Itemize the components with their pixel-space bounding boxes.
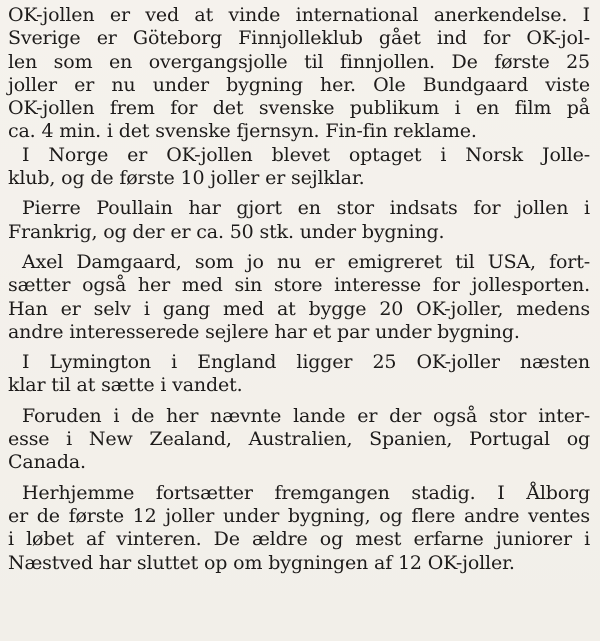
text-line: Sverige er Göteborg Finnjolleklub gået ind for OK-jol- bbox=[8, 27, 590, 50]
paragraph-gap bbox=[8, 398, 590, 405]
text-line: sætter også her med sin store interesse for jollesporten. bbox=[8, 274, 590, 297]
text-line: Axel Damgaard, som jo nu er emigreret til USA, fort- bbox=[22, 250, 590, 273]
text-line: ca. 4 min. i det svenske fjernsyn. Fin-fin reklame. bbox=[8, 120, 477, 143]
paragraph-gap bbox=[8, 475, 590, 482]
text-line: len som en overgangsjolle til finnjollen. De første 25 bbox=[8, 50, 590, 73]
paragraph bbox=[8, 405, 590, 475]
text-column bbox=[8, 4, 590, 575]
paragraph-gap bbox=[8, 244, 590, 251]
text-line: Pierre Poullain har gjort en stor indsats for jollen i bbox=[22, 197, 590, 220]
text-line: klub, og de første 10 joller er sejlklar. bbox=[8, 167, 365, 190]
paragraph bbox=[8, 144, 590, 191]
text-line: Næstved har sluttet op om bygningen af 12 OK-joller. bbox=[8, 551, 515, 574]
text-line: andre interesserede sejlere har et par under bygning. bbox=[8, 320, 520, 343]
text-line: Herhjemme fortsætter fremgangen stadig. I Ålborg bbox=[22, 481, 590, 504]
text-line: joller er nu under bygning her. Ole Bundgaard viste bbox=[8, 73, 590, 96]
text-line: Han er selv i gang med at bygge 20 OK-joller, medens bbox=[8, 297, 590, 320]
text-line: Frankrig, og der er ca. 50 stk. under bygning. bbox=[8, 220, 445, 243]
text-line: er de første 12 joller under bygning, og flere andre ventes bbox=[8, 504, 590, 527]
paragraph bbox=[8, 351, 590, 398]
text-line: i løbet af vinteren. De ældre og mest erfarne juniorer i bbox=[8, 528, 590, 551]
text-line: I Lymington i England ligger 25 OK-joller næsten bbox=[22, 351, 590, 374]
paragraph bbox=[8, 4, 590, 144]
text-line: Canada. bbox=[8, 451, 86, 474]
text-line: klar til at sætte i vandet. bbox=[8, 374, 243, 397]
text-line: Foruden i de her nævnte lande er der også stor inter- bbox=[22, 404, 590, 427]
paragraph-gap bbox=[8, 344, 590, 351]
paragraph-gap bbox=[8, 190, 590, 197]
text-line: OK-jollen er ved at vinde international anerkendelse. I bbox=[8, 4, 590, 26]
paragraph bbox=[8, 251, 590, 344]
paragraph bbox=[8, 482, 590, 575]
text-line: OK-jollen frem for det svenske publikum i en film på bbox=[8, 97, 590, 120]
text-line: I Norge er OK-jollen blevet optaget i Norsk Jolle- bbox=[22, 143, 590, 166]
text-line: esse i New Zealand, Australien, Spanien, Portugal og bbox=[8, 428, 590, 451]
paragraph bbox=[8, 197, 590, 244]
